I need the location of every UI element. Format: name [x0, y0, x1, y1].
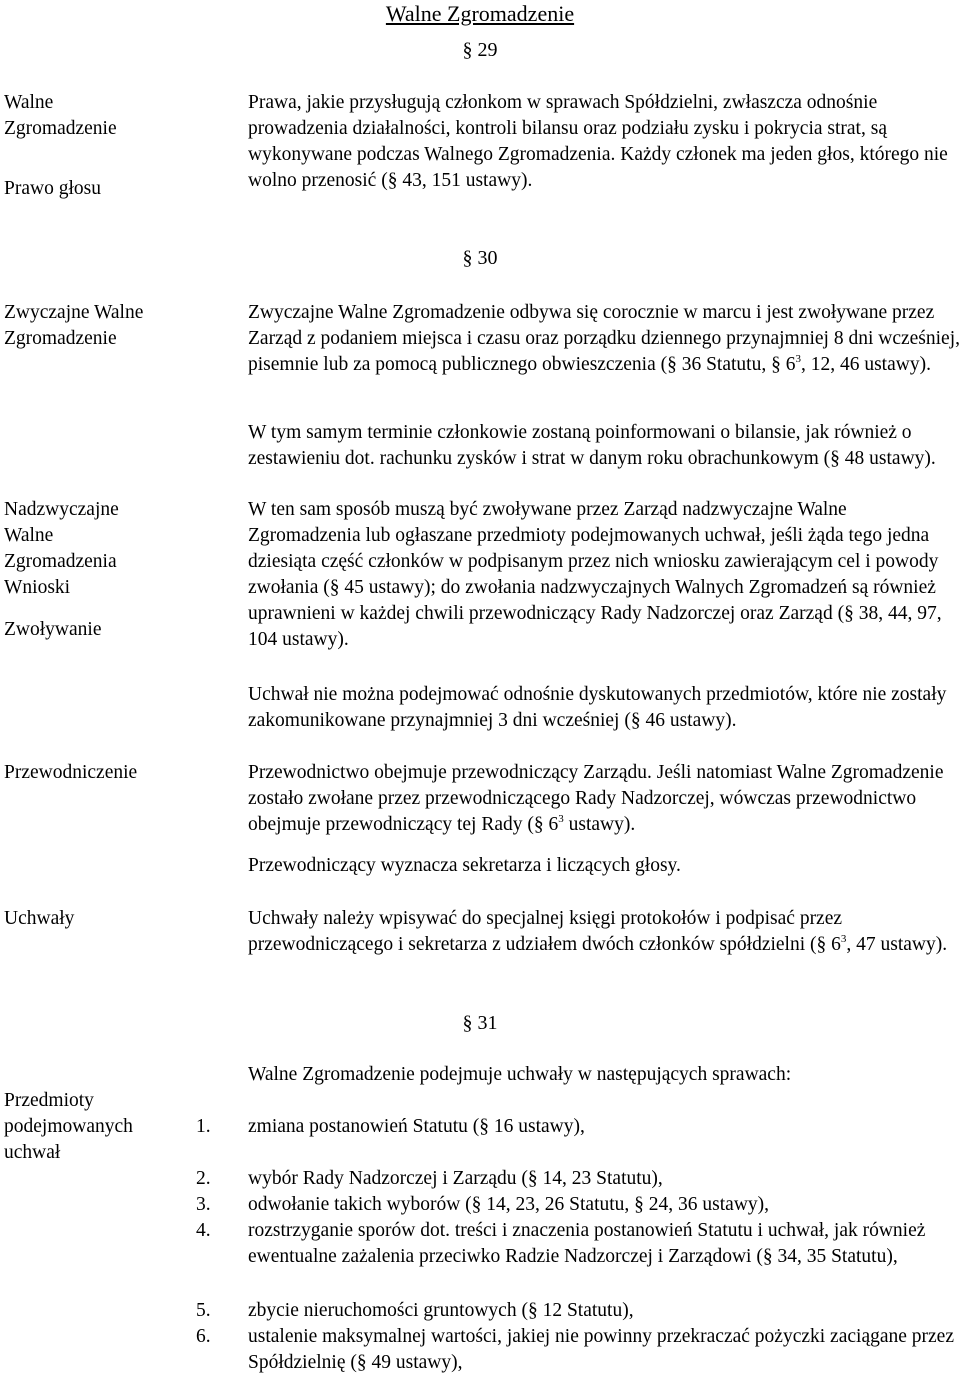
list-item — [196, 1324, 960, 1376]
list-number: 6. — [196, 1326, 211, 1347]
text-run: , 12, 46 ustawy). — [800, 354, 931, 375]
list-item — [196, 1298, 960, 1324]
margin-note-wnioski: Wnioski — [4, 577, 71, 598]
margin-note-line: Zgromadzenie — [4, 118, 117, 139]
margin-note-line: Walne — [4, 92, 54, 113]
text-run: ustawy). — [563, 814, 636, 835]
list-number: 1. — [196, 1116, 211, 1137]
list-item — [196, 1218, 960, 1270]
text-run: , 47 ustawy). — [846, 934, 948, 955]
paragraph-30-heading: § 30 — [462, 247, 498, 269]
superscript: 3 — [840, 932, 847, 945]
margin-note-line: Zgromadzenia — [4, 551, 117, 572]
paragraph-29-heading: § 29 — [462, 39, 498, 61]
text-run: Zwyczajne Walne Zgromadzenie odbywa się corocznie w marcu i jest zwoływane przez Zarząd z podaniem miejsca i czasu oraz porządku dziennego przynajmniej 8 dni wcześniej, pisemnie lub za pomocą publicznego obwieszczenia (§ 36 Statutu, § 6 — [248, 302, 960, 375]
superscript: 3 — [558, 812, 564, 825]
list-number: 5. — [196, 1300, 211, 1321]
paragraph-30-text-1 — [248, 300, 960, 378]
margin-note-prawo-glosu: Prawo głosu — [4, 178, 101, 199]
page-title — [0, 0, 960, 28]
list-text: ustalenie maksymalnej wartości, jakiej nie powinny przekraczać pożyczki zaciągane przez Spółdzielnię (§ 49 ustawy), — [248, 1326, 954, 1373]
margin-note-line: Nadzwyczajne — [4, 499, 119, 520]
list-item — [196, 1114, 960, 1140]
list-number: 2. — [196, 1168, 211, 1189]
margin-note-przewodniczenie: Przewodniczenie — [4, 762, 138, 783]
list-text: wybór Rady Nadzorczej i Zarządu (§ 14, 23 Statutu), — [248, 1168, 663, 1189]
list-text: zmiana postanowień Statutu (§ 16 ustawy), — [248, 1116, 585, 1137]
margin-note-line: uchwał — [4, 1142, 61, 1163]
list-text: rozstrzyganie sporów dot. treści i znaczenia postanowień Statutu i uchwał, jak również ewentualne zażalenia przeciwko Radzie Nadzorczej i Zarządowi (§ 34, 35 Statutu), — [248, 1220, 926, 1267]
list-number: 4. — [196, 1220, 211, 1241]
paragraph-30-text-6: Przewodniczący wyznacza sekretarza i liczących głosy. — [248, 855, 681, 876]
paragraph-30-text-5 — [248, 760, 960, 838]
superscript: 3 — [795, 352, 801, 365]
margin-note-zwyczajne: Zwyczajne Walne Zgromadzenie — [4, 302, 144, 349]
list-item — [196, 1192, 960, 1218]
text-run: Uchwały należy wpisywać do specjalnej księgi protokołów i podpisać przez przewodniczącego i sekretarza z udziałem dwóch członków spółdzielni (§ 6 — [248, 908, 843, 955]
paragraph-30-text-2: W tym samym terminie członkowie zostaną poinformowani o bilansie, jak również o zestawieniu dot. rachunku zysków i strat w danym roku obrachunkowym (§ 48 ustawy). — [248, 422, 936, 469]
margin-note-line: podejmowanych — [4, 1116, 133, 1137]
page-title-text: Walne Zgromadzenie — [385, 1, 575, 26]
paragraph-30-text-7 — [248, 906, 960, 958]
paragraph-30-text-3: W ten sam sposób muszą być zwoływane przez Zarząd nadzwyczajne Walne Zgromadzenia lub ogłaszane przedmioty podejmowanych uchwał, jeśli żąda tego jedna dziesiąta część członków w podpisanym przez nich wniosku zawierającym cel i powody zwołania (§ 45 ustawy); do zwołania nadzwyczajnych Walnych Zgromadzeń są również uprawnieni w każdej chwili przewodniczący Rady Nadzorczej oraz Zarząd (§ 38, 44, 97, 104 ustawy). — [248, 499, 942, 650]
margin-note-walne-zgromadzenie — [4, 90, 190, 142]
list-item — [196, 1166, 960, 1192]
margin-note-zwolywanie: Zwoływanie — [4, 619, 102, 640]
paragraph-30-text-4: Uchwał nie można podejmować odnośnie dyskutowanych przedmiotów, które nie zostały zakomunikowane przynajmniej 3 dni wcześniej (§ 46 ustawy). — [248, 684, 947, 731]
margin-note-uchwaly: Uchwały — [4, 908, 75, 929]
list-number: 3. — [196, 1194, 211, 1215]
list-text: odwołanie takich wyborów (§ 14, 23, 26 Statutu, § 24, 36 ustawy), — [248, 1194, 770, 1215]
list-text: zbycie nieruchomości gruntowych (§ 12 Statutu), — [248, 1300, 634, 1321]
margin-note-nadzwyczajne — [4, 497, 190, 601]
paragraph-29-text: Prawa, jakie przysługują członkom w sprawach Spółdzielni, zwłaszcza odnośnie prowadzenia działalności, kontroli bilansu oraz podziału zysku i pokrycia strat, są wykonywane podczas Walnego Zgromadzenia. Każdy członek ma jeden głos, którego nie wolno przenosić (§ 43, 151 ustawy). — [248, 92, 948, 191]
text-run: Przewodnictwo obejmuje przewodniczący Zarządu. Jeśli natomiast Walne Zgromadzenie zostało zwołane przez przewodniczącego Rady Nadzorczej, wówczas przewodnictwo obejmuje przewodniczący tej Rady (§ 6 — [248, 762, 944, 835]
margin-note-przedmioty — [4, 1088, 190, 1166]
paragraph-31-heading: § 31 — [462, 1012, 498, 1034]
margin-note-line: Walne — [4, 525, 54, 546]
paragraph-31-intro: Walne Zgromadzenie podejmuje uchwały w następujących sprawach: — [248, 1064, 792, 1085]
margin-note-line: Przedmioty — [4, 1090, 94, 1111]
